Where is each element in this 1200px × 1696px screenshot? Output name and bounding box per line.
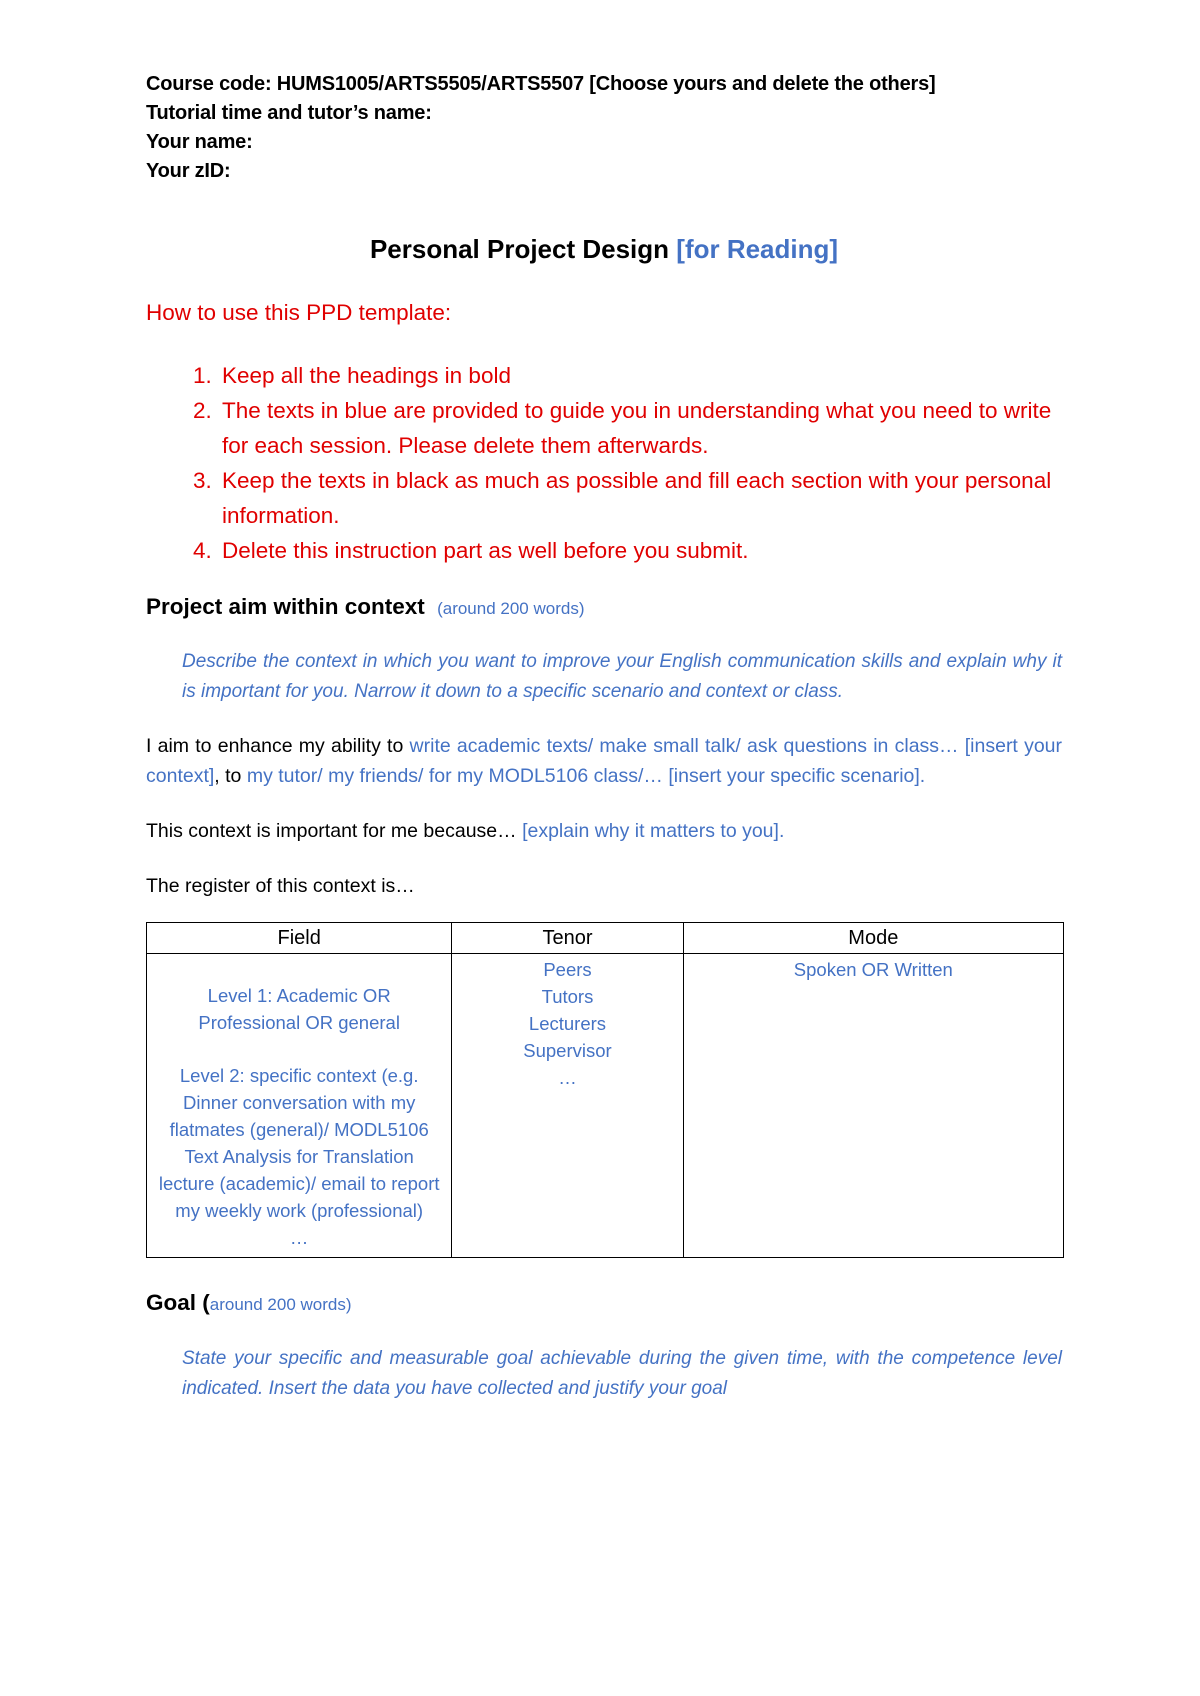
- mode-cell: [683, 954, 1063, 1258]
- aim-middle: , to: [214, 765, 247, 787]
- tenor-item: Supervisor: [523, 1040, 612, 1061]
- register-table: [146, 922, 1064, 1258]
- title-main: Personal Project Design: [369, 234, 670, 264]
- document-content: [146, 70, 1062, 1403]
- field-level1: Level 1: Academic OR Professional OR general: [198, 985, 400, 1033]
- tenor-header: Tenor: [452, 923, 683, 954]
- register-table-row: [147, 954, 1064, 1258]
- register-intro: The register of this context is…: [146, 875, 415, 897]
- title-variant: [for Reading]: [676, 234, 839, 264]
- aim-scenario-placeholder: my tutor/ my friends/ for my MODL5106 class/… [insert your specific scenario]: [246, 765, 920, 787]
- project-aim-heading-text: Project aim within context: [146, 594, 425, 619]
- field-cell: [147, 954, 452, 1258]
- aim-statement: [146, 731, 1062, 791]
- tenor-item: …: [558, 1067, 577, 1088]
- course-code-line: Course code: HUMS1005/ARTS5505/ARTS5507 [Choose yours and delete the others]: [146, 73, 936, 95]
- project-aim-guide: Describe the context in which you want to improve your English communication skills and explain why it is important for you. Narrow it down to a specific scenario and context or class.: [182, 651, 1062, 702]
- importance-end: .: [778, 820, 785, 842]
- goal-heading-text: Goal (: [146, 1290, 210, 1315]
- name-line: Your name:: [146, 131, 253, 153]
- tenor-cell: [452, 954, 683, 1258]
- tenor-item: Tutors: [541, 986, 594, 1007]
- instruction-item: 4. Delete this instruction part as well before you submit.: [218, 533, 1062, 568]
- zid-line: Your zID:: [146, 160, 231, 182]
- project-aim-heading: [146, 592, 1062, 624]
- mode-value: Spoken OR Written: [793, 959, 953, 980]
- aim-end: .: [919, 765, 926, 787]
- field-ellipsis: …: [289, 1227, 309, 1248]
- tenor-item: Peers: [543, 959, 592, 980]
- instruction-item: 3. Keep the texts in black as much as possible and fill each section with your personal information.: [218, 463, 1062, 533]
- aim-prefix: I aim to enhance my ability to: [146, 735, 410, 757]
- importance-placeholder: [explain why it matters to you]: [522, 820, 779, 842]
- aim-context-placeholder: write academic texts/ make small talk/ ask questions in class… [insert your context]: [146, 735, 1062, 787]
- document-title: [146, 232, 1062, 266]
- importance-prefix: This context is important for me because…: [146, 820, 523, 842]
- word-count-note: around 200 words): [209, 1295, 352, 1314]
- instruction-item: 2. The texts in blue are provided to guide you in understanding what you need to write for each session. Please delete them afterwards.: [218, 393, 1062, 463]
- register-table-header: [147, 923, 1064, 954]
- field-header: Field: [147, 923, 452, 954]
- tutorial-line: Tutorial time and tutor’s name:: [146, 102, 432, 124]
- goal-heading: [146, 1288, 1062, 1320]
- word-count-note: (around 200 words): [437, 599, 585, 618]
- instruction-item: 1. Keep all the headings in bold: [218, 358, 1062, 393]
- field-level2: Level 2: specific context (e.g. Dinner conversation with my flatmates (general)/ MODL5106 Text Analysis for Translation lecture (academic)/ email to report my weekly work (professional): [158, 1065, 440, 1221]
- goal-guide: State your specific and measurable goal achievable during the given time, with the competence level indicated. Insert the data you have collected and justify your goal: [182, 1348, 1062, 1399]
- mode-header: Mode: [683, 923, 1063, 954]
- spacer: [157, 1036, 441, 1062]
- tenor-item: Lecturers: [528, 1013, 607, 1034]
- instructions-list: [146, 358, 1062, 568]
- instructions-heading: How to use this PPD template:: [146, 300, 452, 325]
- importance-statement: [146, 816, 1062, 846]
- spacer: [157, 956, 441, 982]
